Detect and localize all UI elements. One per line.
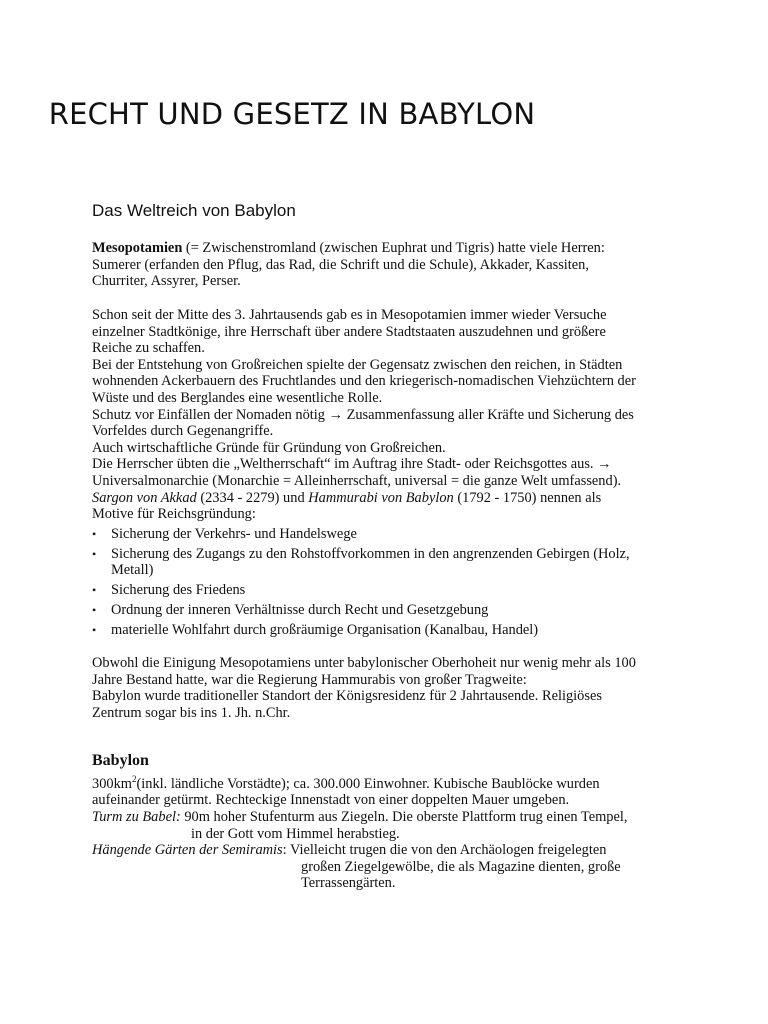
list-item bbox=[92, 526, 667, 543]
list-item bbox=[92, 622, 667, 639]
ruler-name: Hammurabi von Babylon bbox=[308, 489, 454, 506]
paragraph-einigung bbox=[92, 655, 667, 721]
superscript: 2 bbox=[131, 774, 137, 784]
text-line bbox=[92, 809, 667, 826]
text-line: in der Gott vom Himmel herabstieg. bbox=[191, 825, 400, 842]
text-line: Zentrum sogar bis ins 1. Jh. n.Chr. bbox=[92, 704, 291, 721]
text-line bbox=[92, 771, 667, 792]
text-line: Bei der Entstehung von Großreichen spielte der Gegensatz zwischen den reichen, in Städten bbox=[92, 356, 623, 373]
text-line bbox=[92, 490, 667, 507]
text-line: Wüste und des Berglandes eine wesentliche Rolle. bbox=[92, 389, 383, 406]
text-span: (2334 - 2279) und bbox=[196, 489, 309, 506]
text-line: Auch wirtschaftliche Gründe für Gründung von Großreichen. bbox=[92, 439, 446, 456]
list-item-text: materielle Wohlfahrt durch großräumige Organisation (Kanalbau, Handel) bbox=[111, 621, 539, 638]
list-item-text: Sicherung der Verkehrs- und Handelswege bbox=[111, 525, 357, 542]
text-line: einzelner Stadtkönige, ihre Herrschaft über andere Stadtstaaten auszudehnen und größere bbox=[92, 323, 606, 340]
text-line: Obwohl die Einigung Mesopotamiens unter babylonischer Oberhoheit nur wenig mehr als 100 bbox=[92, 655, 636, 671]
bullet-icon: • bbox=[92, 546, 97, 561]
text-line: Reiche zu schaffen. bbox=[92, 340, 205, 357]
text-line: Sumerer (erfanden den Pflug, das Rad, die Schrift und die Schule), Akkader, Kassiten, bbox=[92, 256, 589, 273]
text-span: (inkl. ländliche Vorstädte); ca. 300.000 Einwohner. Kubische Baublöcke wurden bbox=[136, 775, 600, 792]
paragraph-babylon bbox=[92, 771, 667, 892]
text-line: (= Zwischenstromland (zwischen Euphrat und Tigris) hatte viele Herren: bbox=[182, 240, 605, 256]
text-line: Terrassengärten. bbox=[301, 875, 396, 892]
term-label: Turm zu Babel: bbox=[92, 808, 181, 825]
bullet-icon: • bbox=[92, 526, 97, 541]
bullet-icon: • bbox=[92, 583, 97, 598]
term-label: Hängende Gärten der Semiramis bbox=[92, 842, 283, 859]
text-span: (1792 - 1750) nennen als bbox=[453, 489, 602, 506]
section-heading-babylon: Babylon bbox=[92, 752, 149, 769]
text-line: Schutz vor Einfällen der Nomaden nötig → Zusammenfassung aller Kräfte und Sicherung des bbox=[92, 406, 634, 423]
bullet-icon: • bbox=[92, 622, 97, 637]
list-item bbox=[92, 582, 667, 599]
list-item bbox=[92, 546, 667, 579]
text-line bbox=[92, 842, 667, 859]
ruler-name: Sargon von Akkad bbox=[92, 489, 197, 506]
text-line: Babylon wurde traditioneller Standort der Königsresidenz für 2 Jahrtausende. Religiöses bbox=[92, 688, 602, 705]
text-line: aufeinander getürmt. Rechteckige Innenstadt von einer doppelten Mauer umgeben. bbox=[92, 792, 570, 809]
text-line: Schon seit der Mitte des 3. Jahrtausends gab es in Mesopotamien immer wieder Versuche bbox=[92, 307, 607, 323]
paragraph-reichsbildung bbox=[92, 307, 667, 642]
section-heading-weltreich: Das Weltreich von Babylon bbox=[92, 201, 296, 220]
list-item-text: Sicherung des Zugangs zu den Rohstoffvorkommen in den angrenzenden Gebirgen (Holz, Metall) bbox=[111, 545, 630, 579]
text-span: 90m hoher Stufenturm aus Ziegeln. Die oberste Plattform trug einen Tempel, bbox=[180, 808, 628, 825]
text-line: Universalmonarchie (Monarchie = Alleinherrschaft, universal = die ganze Welt umfassend). bbox=[92, 472, 622, 489]
text-line: Motive für Reichsgründung: bbox=[92, 506, 256, 523]
text-span: 300km bbox=[92, 775, 132, 792]
list-item-text: Sicherung des Friedens bbox=[111, 582, 246, 599]
list-item bbox=[92, 602, 667, 619]
text-line: großen Ziegelgewölbe, die als Magazine dienten, große bbox=[301, 858, 621, 875]
text-span: : Vielleicht trugen die von den Archäologen freigelegten bbox=[282, 842, 607, 859]
text-line: Die Herrscher übten die „Weltherrschaft“ im Auftrag ihre Stadt- oder Reichsgottes aus. → bbox=[92, 456, 612, 473]
paragraph-mesopotamien bbox=[92, 240, 667, 290]
text-line: wohnenden Ackerbauern des Fruchtlandes und den kriegerisch-nomadischen Viehzüchtern der bbox=[92, 373, 636, 390]
bullet-icon: • bbox=[92, 602, 97, 617]
motives-list bbox=[92, 526, 667, 639]
text-line: Churriter, Assyrer, Perser. bbox=[92, 273, 241, 290]
text-line: Vorfeldes durch Gegenangriffe. bbox=[92, 423, 274, 440]
list-item-text: Ordnung der inneren Verhältnisse durch Recht und Gesetzgebung bbox=[111, 601, 489, 618]
bold-term: Mesopotamien bbox=[92, 240, 183, 256]
document-title: RECHT UND GESETZ IN BABYLON bbox=[48, 97, 536, 131]
text-line: Jahre Bestand hatte, war die Regierung Hammurabis von großer Tragweite: bbox=[92, 671, 527, 688]
